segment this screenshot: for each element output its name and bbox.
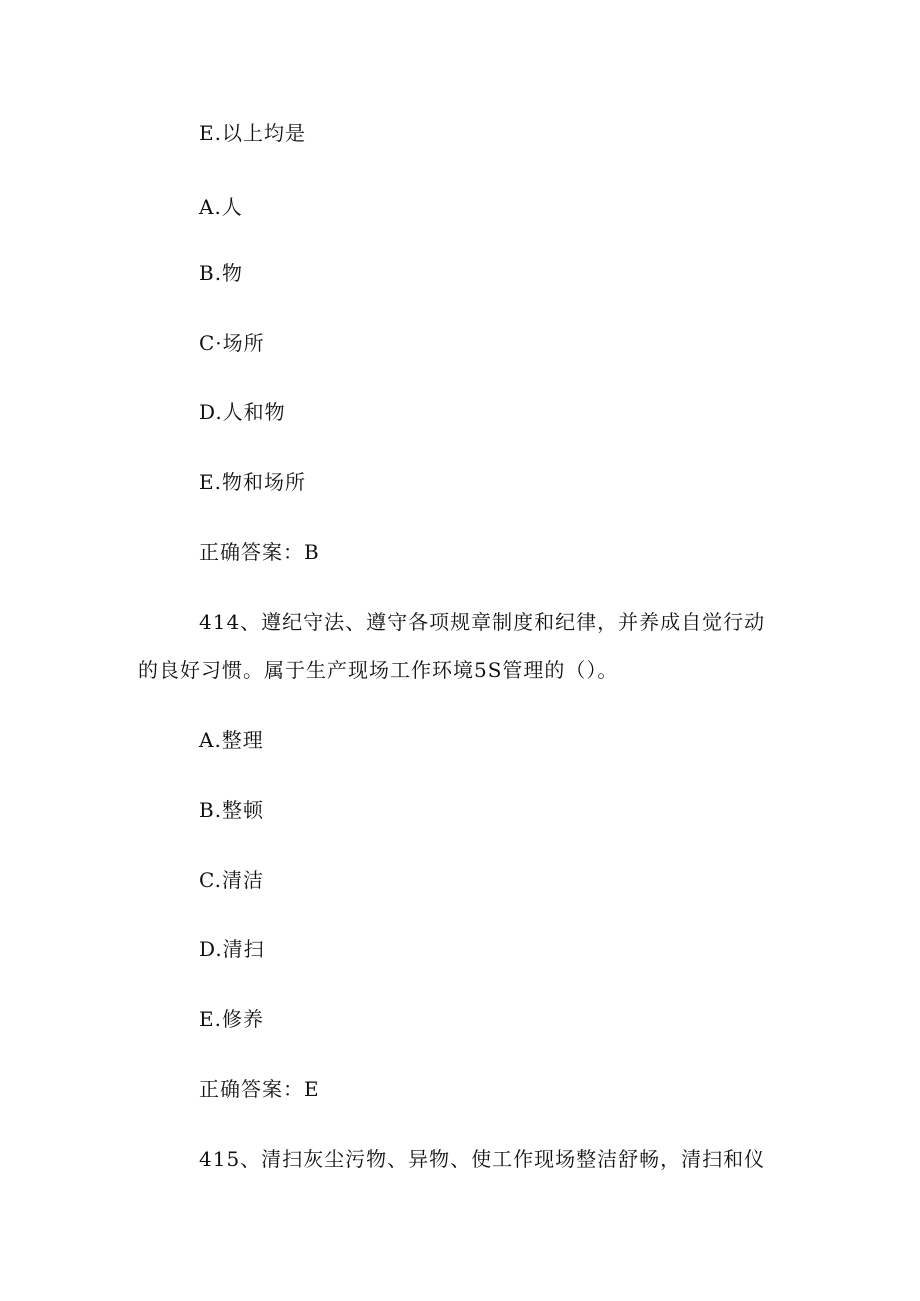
question-414-option-c: C.清洁 (199, 868, 264, 892)
question-414-stem-line1: 414、遵纪守法、遵守各项规章制度和纪律，并养成自觉行动 (199, 610, 766, 634)
option-e: E.物和场所 (199, 470, 306, 494)
question-415-stem-line1: 415、清扫灰尘污物、异物、使工作现场整洁舒畅，清扫和仪 (199, 1147, 766, 1171)
option-b: B.物 (199, 261, 244, 285)
question-414-option-d: D.清扫 (199, 937, 265, 961)
question-414-option-b: B.整顿 (199, 798, 265, 822)
correct-answer: 正确答案：B (199, 540, 320, 564)
question-414-option-a: A.整理 (199, 728, 264, 752)
option-a: A.人 (199, 195, 243, 219)
option-d: D.人和物 (199, 400, 286, 424)
question-414-stem-line2: 的良好习惯。属于生产现场工作环境5S管理的（）。 (138, 658, 619, 682)
option-e-all-above: E.以上均是 (199, 121, 306, 145)
question-414-option-e: E.修养 (199, 1007, 264, 1031)
question-414-correct-answer: 正确答案：E (199, 1077, 320, 1101)
option-c: C·场所 (199, 331, 265, 355)
